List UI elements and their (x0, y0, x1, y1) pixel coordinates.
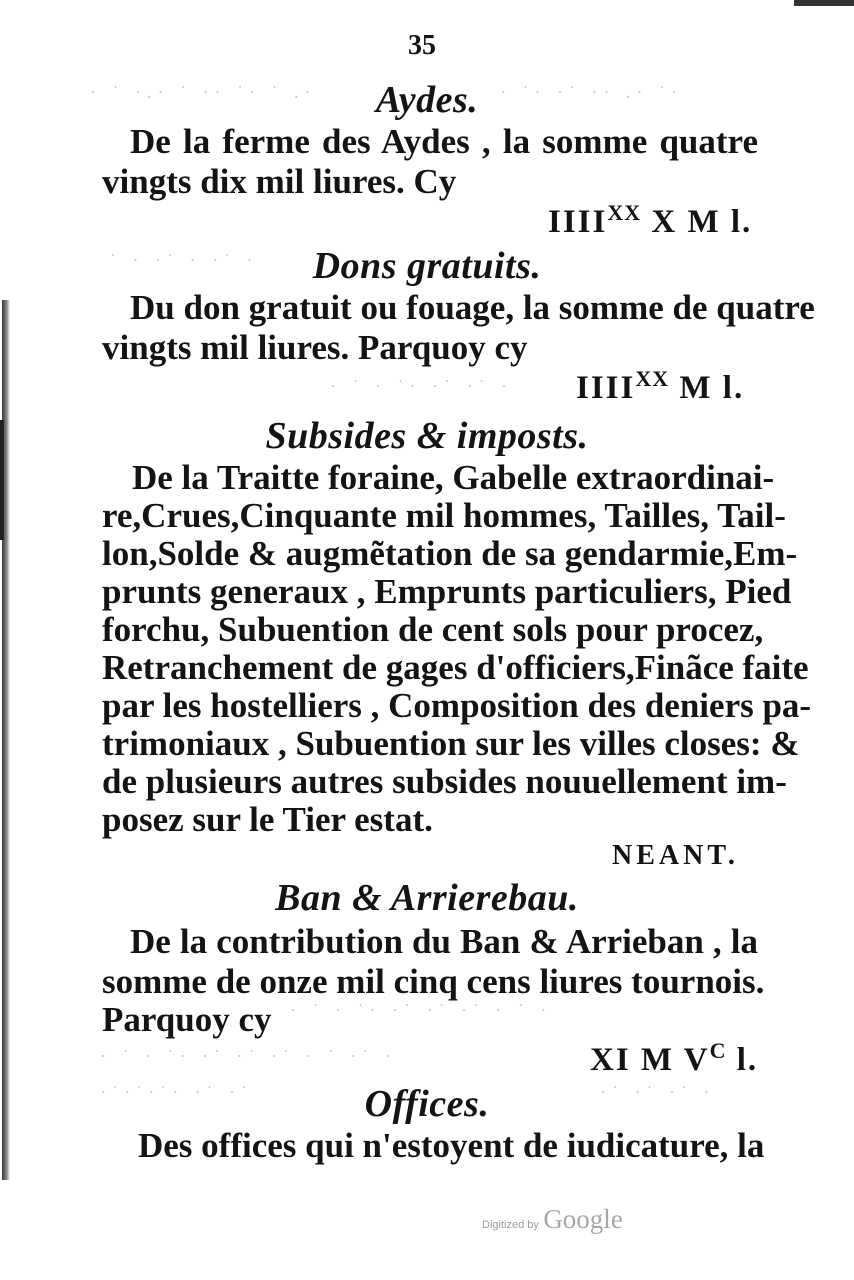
section-heading-offices: Offices. (364, 1083, 490, 1125)
subsides-amount: NEANT. (612, 840, 739, 871)
bleed-through: · ˙ ·.· ˙ ·· ˙· ˙ .· (90, 82, 317, 102)
amount-main: IIII (576, 370, 636, 406)
offices-line-1: Des offices qui n'estoyent de iudicature, la (138, 1126, 765, 1165)
amount-tail: M l. (669, 370, 745, 406)
bleed-through: ·˙·˙·˙· ·˙ ·˙ (100, 1082, 253, 1102)
subsides-line-7: par les hostelliers , Composition des deniers pa- (102, 686, 812, 725)
aydes-amount (548, 200, 752, 241)
subsides-line-10: posez sur le Tier estat. (102, 800, 433, 839)
amount-superscript: C (709, 1038, 727, 1063)
dons-line-2: vingts mil liures. Parquoy cy (102, 328, 528, 367)
amount-superscript: XX (635, 366, 670, 391)
amount-main: XI M V (590, 1042, 710, 1078)
section-heading-ban: Ban & Arrierebau. (275, 877, 579, 919)
section-heading-aydes: Aydes. (375, 79, 479, 121)
amount-superscript: XX (607, 200, 642, 225)
bleed-through: · ˙· ·˙ ·· .· ˙· (500, 82, 683, 102)
subsides-line-6: Retranchement de gages d'officiers,Finãce faite (102, 648, 809, 687)
subsides-line-5: forchu, Subuention de cent sols pour procez, (102, 610, 764, 649)
google-wordmark: Google (543, 1204, 623, 1234)
section-heading-dons: Dons gratuits. (312, 245, 542, 287)
subsides-line-1: De la Traitte foraine, Gabelle extraordinai- (132, 458, 775, 497)
bleed-through: · ˙ · ˙· ·˙ ·˙ ·˙ · ˙ ·˙ · (100, 1046, 397, 1066)
subsides-line-4: prunts generaux , Emprunts particuliers, Pied (102, 572, 792, 611)
aydes-line-1: De la ferme des Aydes , la somme quatre (130, 122, 758, 161)
page-number: 35 (408, 30, 436, 61)
ban-line-3: Parquoy cy (102, 1000, 272, 1039)
bleed-through: ˙ · ·˙ · ·˙ · (110, 250, 259, 270)
amount-tail: l. (726, 1042, 759, 1078)
aydes-line-2: vingts dix mil liures. Cy (102, 162, 457, 201)
amount-main: IIII (548, 204, 608, 240)
corner-mark (794, 0, 854, 6)
amount-tail: X M l. (641, 204, 753, 240)
subsides-line-2: re,Crues,Cinquante mil hommes, Tailles, Tail- (102, 496, 786, 535)
subsides-line-3: lon,Solde & augmẽtation de sa gendarmie,Em- (102, 534, 798, 573)
digitized-watermark (482, 1204, 623, 1235)
subsides-line-9: de plusieurs autres subsides nouuellement im- (102, 762, 787, 801)
dons-line-1: Du don gratuit ou fouage, la somme de quatre (130, 288, 815, 327)
ban-amount (590, 1038, 758, 1079)
ban-line-1: De la contribution du Ban & Arrieban , la (130, 922, 758, 961)
bleed-through: · ˙ · ˙· ·˙ ·˙ ·˙ · ˙ · (290, 1000, 553, 1020)
subsides-line-8: trimoniaux , Subuention sur les villes closes: & (102, 724, 800, 763)
dons-amount (576, 366, 744, 407)
bleed-through: · ˙ · ˙· ·˙ ·˙ · (330, 376, 513, 396)
section-heading-subsides: Subsides & imposts. (265, 415, 589, 457)
digitized-prefix: Digitized by (482, 1219, 539, 1231)
bleed-through: ·˙ ·˙ ·˙ · (600, 1082, 716, 1102)
ban-line-2: somme de onze mil cinq cens liures tournois. (102, 962, 765, 1001)
